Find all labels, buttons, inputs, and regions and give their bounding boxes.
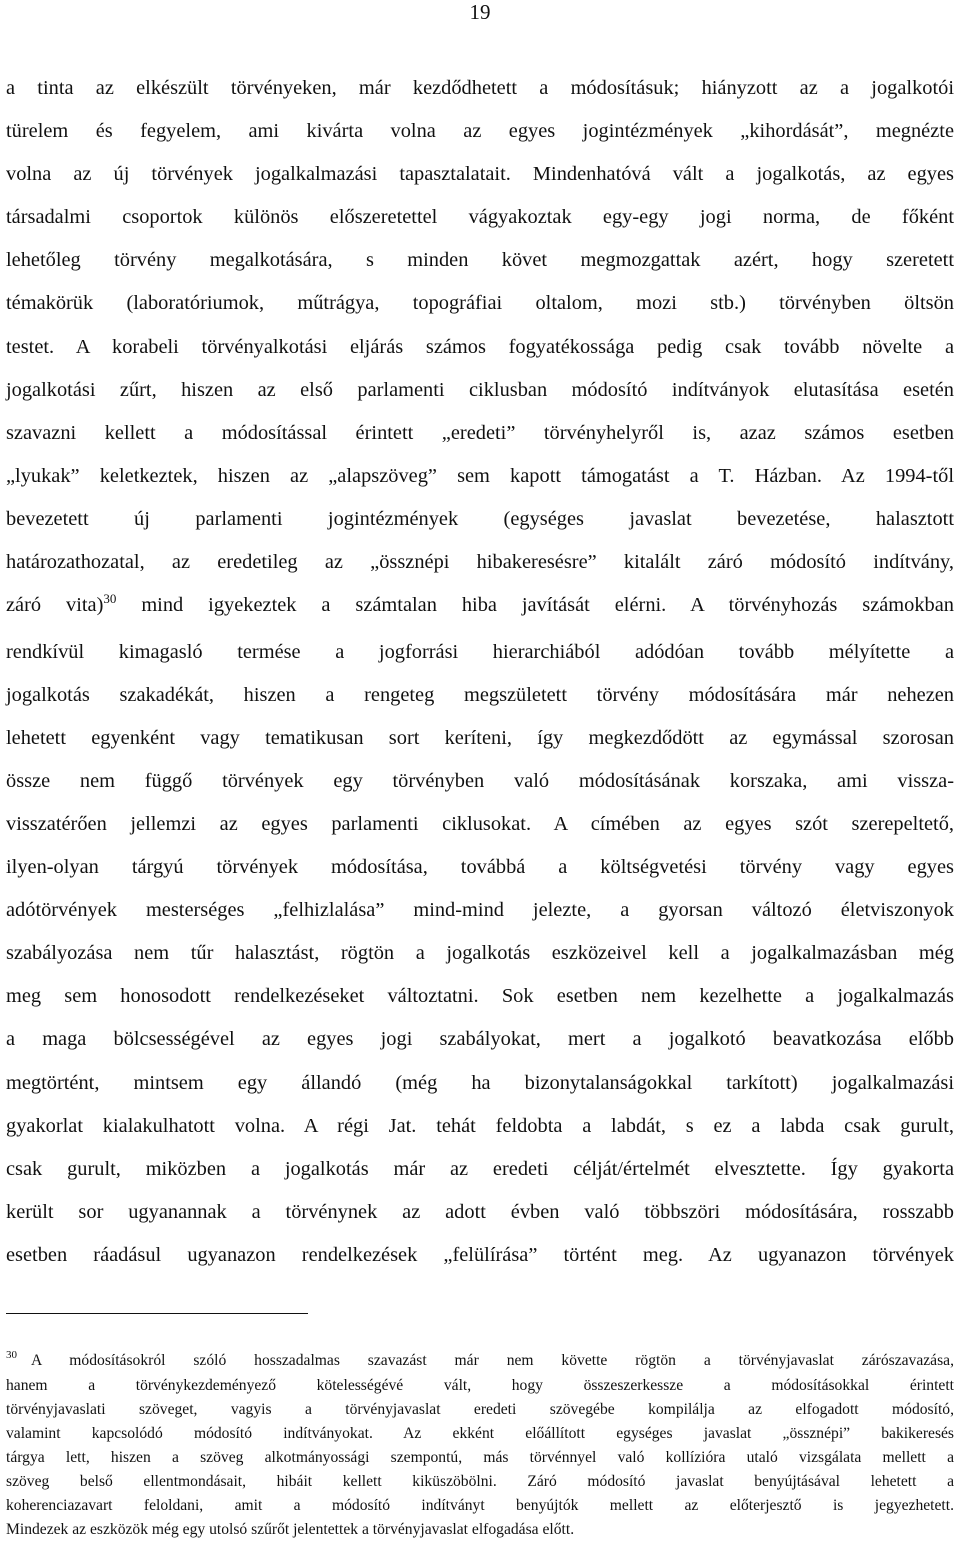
body-line: határozathozatal, az eredetileg az „össznépi hibakeresésre” kitalált záró módosító indítvány, [6, 551, 954, 573]
footnote-line: hanem a törvénykezdeményező kötelességévé vált, hogy összeszerkessze a módosításokkal érintett [6, 1377, 954, 1394]
footnote-line: szöveg belső ellentmondásait, hibáit kellett kiküszöbölni. Záró módosító javaslat benyújtásával lehetett a [6, 1473, 954, 1490]
body-line: esetben ráadásul ugyanazon rendelkezések „felülírása” történt meg. Az ugyanazon törvények [6, 1244, 954, 1266]
body-line: „lyukak” keletkeztek, hiszen az „alapszöveg” sem kapott támogatást a T. Házban. Az 1994-től [6, 465, 954, 487]
body-line-segment: záró vita) [6, 594, 104, 616]
body-line-segment: mind igyekeztek a számtalan hiba javítását elérni. A törvényhozás számokban [116, 594, 954, 616]
body-line: lehetőleg törvény megalkotására, s minden követ megmozgattak azért, hogy szeretett [6, 249, 954, 271]
body-line: csak gurult, miközben a jogalkotás már az eredeti célját/értelmét elvesztette. Így gyakorta [6, 1158, 954, 1180]
body-line: jogalkotás szakadékát, hiszen a rengeteg megszületett törvény módosítására már nehezen [6, 684, 954, 706]
body-line: jogalkotási zűrt, hiszen az első parlamenti ciklusban módosító indítványok elutasítása esetén [6, 379, 954, 401]
body-line: türelem és fegyelem, ami kivárta volna az egyes jogintézmények „kihordását”, megnézte [6, 120, 954, 142]
footnote-line: Mindezek az eszközök még egy utolsó szűrőt jelentettek a törvényjavaslat elfogadása előtt. [6, 1521, 575, 1538]
body-line: volna az új törvények jogalkalmazási tapasztalatait. Mindenhatóvá vált a jogalkotás, az egyes [6, 163, 954, 185]
footnote-reference[interactable]: 30 [103, 591, 117, 606]
body-line: társadalmi csoportok különös előszeretettel vágyakoztak egy-egy jogi norma, de főként [6, 206, 954, 228]
footnote-separator [6, 1313, 308, 1314]
body-line-with-footnote-ref [6, 593, 954, 617]
body-line: adótörvények mesterséges „felhizlalása” mind-mind jelezte, a gyorsan változó életviszonyok [6, 899, 954, 921]
page-number: 19 [469, 0, 491, 24]
body-line: szabályozása nem tűr halasztást, rögtön a jogalkotás eszközeivel kell a jogalkalmazásban még [6, 942, 954, 964]
footnote-line: valamint kapcsolódó módosító indítványokat. Az ekként előállított egységes javaslat „össznépi” bakikeresés [6, 1425, 954, 1442]
body-line: gyakorlat kialakulhatott volna. A régi Jat. tehát feldobta a labdát, s ez a labda csak gurult, [6, 1115, 954, 1137]
footnote-text: A módosításokról szóló hosszadalmas szavazást már nem követte rögtön a törvényjavaslat zárószavazása, [31, 1352, 954, 1369]
body-line: lehetett egyenként vagy tematikusan sort keríteni, így megkezdődött az egymással szorosan [6, 727, 954, 749]
body-line: rendkívül kimagasló termése a jogforrási hierarchiából adódóan tovább mélyítette a [6, 641, 954, 663]
footnote-line [6, 1349, 954, 1370]
body-line: szavazni kellett a módosítással érintett „eredeti” törvényhelyről is, azaz számos esetben [6, 422, 954, 444]
body-line: ilyen-olyan tárgyú törvények módosítása, továbbá a költségvetési törvény vagy egyes [6, 856, 954, 878]
body-line: össze nem függő törvények egy törvényben való módosításának korszaka, ami vissza- [6, 770, 954, 792]
footnote-number: 30 [6, 1349, 17, 1361]
body-line: a tinta az elkészült törvényeken, már kezdődhetett a módosításuk; hiányzott az a jogalkotói [6, 77, 954, 99]
body-line: került sor ugyanannak a törvénynek az adott évben való többszöri módosítására, rosszabb [6, 1201, 954, 1223]
body-line: testet. A korabeli törvényalkotási eljárás számos fogyatékossága pedig csak tovább növelte a [6, 336, 954, 358]
footnote-line: koherenciazavart feloldani, amit a módosító indítványt benyújtók mellett az előterjesztő is jegyezhetett. [6, 1497, 954, 1514]
body-line: visszatérően jellemzi az egyes parlamenti ciklusokat. A címében az egyes szót szerepeltető, [6, 813, 954, 835]
footnote-line: törvényjavaslati szöveget, vagyis a törvényjavaslat eredeti szövegébe kompilálja az elfogadott módosító, [6, 1401, 954, 1418]
footnote-line: tárgya lett, hiszen a szöveg alkotmányossági szempontú, más törvénnyel való kollízióra utaló vizsgálata mellett a [6, 1449, 954, 1466]
body-line: a maga bölcsességével az egyes jogi szabályokat, mert a jogalkotó beavatkozása előbb [6, 1028, 954, 1050]
body-line: témakörük (laboratóriumok, műtrágya, topográfiai oltalom, mozi stb.) törvényben öltsön [6, 292, 954, 314]
body-line: meg sem honosodott rendelkezéseket változtatni. Sok esetben nem kezelhette a jogalkalmazás [6, 985, 954, 1007]
body-line: megtörtént, mintsem egy állandó (még ha bizonytalanságokkal tarkított) jogalkalmazási [6, 1072, 954, 1094]
body-line: bevezetett új parlamenti jogintézmények (egységes javaslat bevezetése, halasztott [6, 508, 954, 530]
